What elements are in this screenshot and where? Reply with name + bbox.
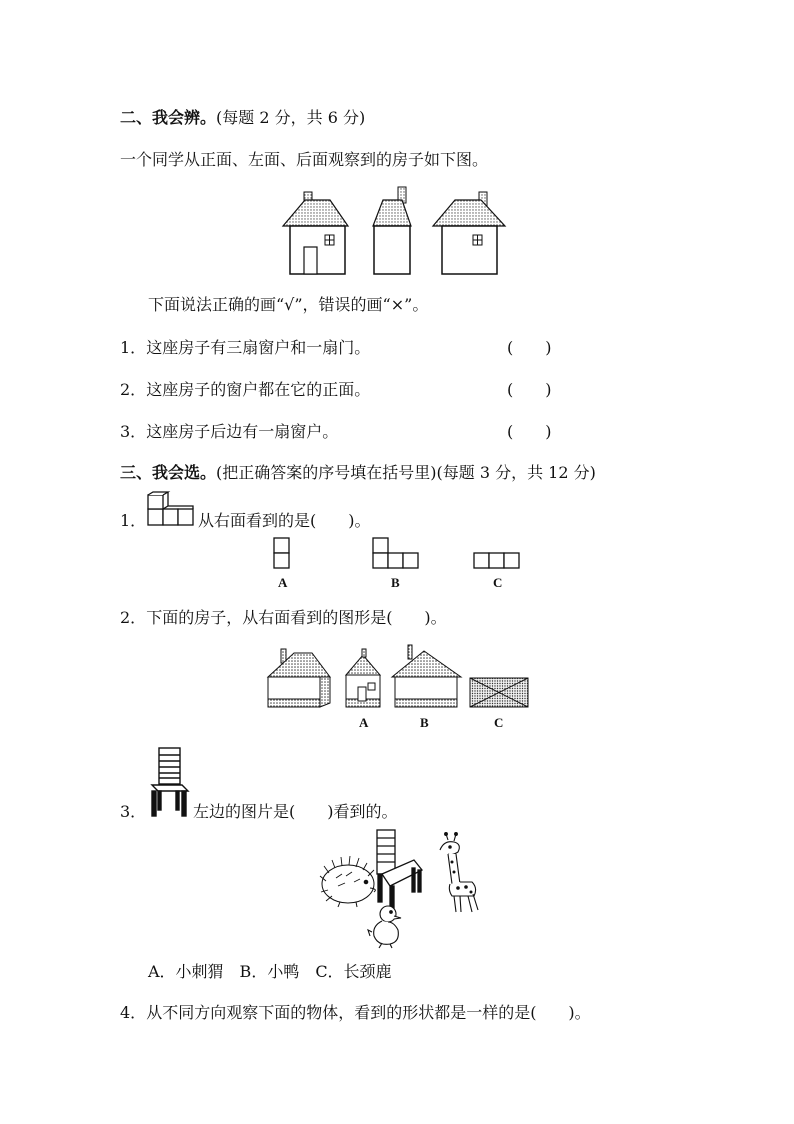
judge-item-3: 3．这座房子后边有一扇窗户。 bbox=[120, 422, 339, 441]
section3-heading bbox=[120, 463, 596, 483]
q3-chair-icon bbox=[148, 745, 192, 819]
judge-item-2: 2．这座房子的窗户都在它的正面。 bbox=[120, 380, 371, 399]
q1-option-c-shape bbox=[474, 553, 489, 568]
q2-option-a-label[interactable]: A bbox=[359, 715, 369, 730]
duck-icon bbox=[368, 906, 401, 948]
answer-blank-1[interactable]: ( ) bbox=[507, 338, 552, 357]
q3-animals-figure bbox=[316, 826, 488, 950]
q2-houses-figure bbox=[264, 645, 534, 715]
giraffe-icon bbox=[440, 833, 478, 912]
q3-number: 3． bbox=[120, 802, 147, 821]
q4-line: 4．从不同方向观察下面的物体，看到的形状都是一样的是( )。 bbox=[120, 1003, 591, 1022]
q1-option-a-shape bbox=[274, 538, 289, 553]
section2-intro: 一个同学从正面、左面、后面观察到的房子如下图。 bbox=[120, 150, 489, 169]
hedgehog-icon bbox=[320, 856, 375, 907]
judge-item-text: 这座房子的窗户都在它的正面。 bbox=[146, 380, 371, 399]
judge-item-1: 1．这座房子有三扇窗户和一扇门。 bbox=[120, 338, 371, 357]
q2-main-house bbox=[268, 649, 330, 707]
q3-text: 左边的图片是( )看到的。 bbox=[193, 802, 398, 821]
q1-option-c-label[interactable]: C bbox=[493, 575, 503, 590]
judge-item-text: 这座房子后边有一扇窗户。 bbox=[146, 422, 339, 441]
house-back-view bbox=[433, 192, 505, 274]
section2-title: 二、我会辨。 bbox=[120, 108, 217, 127]
answer-blank-2[interactable]: ( ) bbox=[507, 380, 552, 399]
house-left-view bbox=[373, 187, 411, 274]
q1-number: 1． bbox=[120, 511, 147, 530]
q2-line: 2．下面的房子，从右面看到的图形是( )。 bbox=[120, 608, 447, 627]
q3-choices: A．小刺猬 B．小鸭 C．长颈鹿 bbox=[148, 962, 392, 981]
answer-blank-3[interactable]: ( ) bbox=[507, 422, 552, 441]
house-front-view bbox=[283, 192, 348, 274]
section3-title: 三、我会选。 bbox=[120, 463, 217, 482]
q1-cube-figure bbox=[146, 492, 196, 528]
q2-option-c-label[interactable]: C bbox=[494, 715, 504, 730]
q2-option-a-shape bbox=[346, 649, 380, 707]
q2-option-c-shape bbox=[470, 678, 528, 707]
q1-option-b-shape bbox=[373, 538, 388, 553]
q1-option-b-label[interactable]: B bbox=[391, 575, 400, 590]
q1-text: 从右面看到的是( )。 bbox=[198, 511, 371, 530]
section3-scoring: (把正确答案的序号填在括号里)(每题 3 分，共 12 分) bbox=[216, 463, 596, 482]
q2-text: 下面的房子，从右面看到的图形是( )。 bbox=[146, 608, 447, 627]
q2-option-b-label[interactable]: B bbox=[420, 715, 429, 730]
center-chair-icon bbox=[377, 830, 422, 910]
section2-heading bbox=[120, 108, 365, 128]
house-views-figure bbox=[280, 185, 510, 277]
judge-item-text: 这座房子有三扇窗户和一扇门。 bbox=[146, 338, 371, 357]
q2-option-b-shape bbox=[392, 645, 461, 707]
section2-instruction: 下面说法正确的画“√”，错误的画“×”。 bbox=[148, 295, 429, 314]
q1-option-a-label[interactable]: A bbox=[278, 575, 288, 590]
section2-scoring: (每题 2 分，共 6 分) bbox=[216, 108, 366, 127]
q4-text: 从不同方向观察下面的物体，看到的形状都是一样的是( )。 bbox=[146, 1003, 591, 1022]
